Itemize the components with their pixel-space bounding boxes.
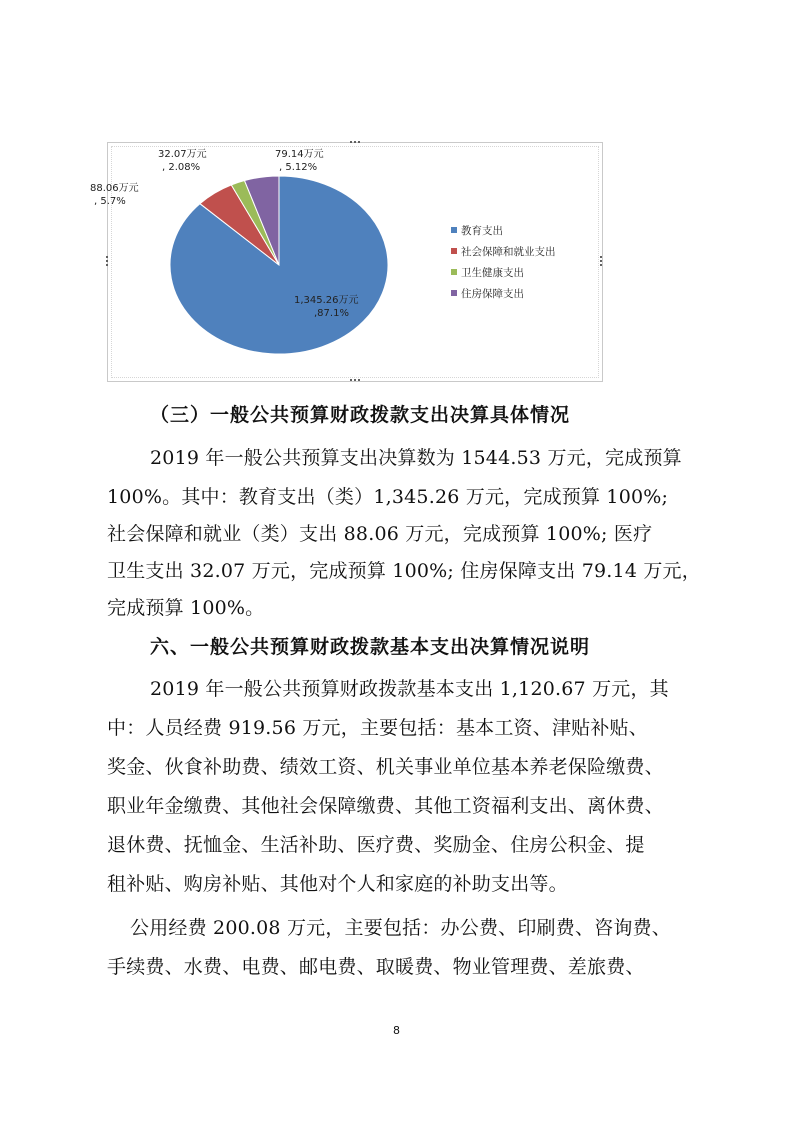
data-label-health-value: 32.07万元 [158, 149, 207, 160]
legend-swatch-social-security [451, 248, 457, 254]
paragraph-line: 奖金、伙食补助费、绩效工资、机关事业单位基本养老保险缴费、 [107, 756, 664, 778]
paragraph-line: 100%。其中：教育支出（类）1,345.26 万元，完成预算 100%; [107, 486, 669, 508]
legend-label-housing: 住房保障支出 [461, 288, 524, 300]
data-label-education-value: 1,345.26万元 [294, 295, 359, 306]
page-number: 8 [393, 1024, 400, 1037]
pie-chart [90, 143, 604, 383]
legend-label-education: 教育支出 [461, 225, 503, 237]
paragraph-line: 完成预算 100%。 [107, 597, 265, 619]
paragraph-line: 社会保障和就业（类）支出 88.06 万元，完成预算 100%; 医疗 [107, 523, 653, 545]
section-three-heading: （三）一般公共预算财政拨款支出决算具体情况 [150, 404, 571, 426]
paragraph-line: 退休费、抚恤金、生活补助、医疗费、奖励金、住房公积金、提 [107, 834, 645, 856]
data-label-housing-percent: , 5.12% [279, 162, 318, 173]
paragraph-line: 手续费、水费、电费、邮电费、取暖费、物业管理费、差旅费、 [107, 956, 645, 978]
legend-label-social-security: 社会保障和就业支出 [461, 246, 556, 258]
paragraph-line: 职业年金缴费、其他社会保障缴费、其他工资福利支出、离休费、 [107, 795, 664, 817]
legend-swatch-education [451, 227, 457, 233]
paragraph-line: 卫生支出 32.07 万元，完成预算 100%; 住房保障支出 79.14 万元， [107, 560, 701, 582]
legend-label-health: 卫生健康支出 [461, 267, 524, 279]
data-label-health-percent: , 2.08% [162, 162, 201, 173]
paragraph-line: 2019 年一般公共预算支出决算数为 1544.53 万元，完成预算 [150, 447, 682, 469]
paragraph-line: 租补贴、购房补贴、其他对个人和家庭的补助支出等。 [107, 873, 568, 895]
data-label-social-security-percent: , 5.7% [94, 196, 126, 207]
legend-swatch-health [451, 269, 457, 275]
paragraph-line: 中：人员经费 919.56 万元，主要包括：基本工资、津贴补贴、 [107, 717, 648, 739]
legend-swatch-housing [451, 290, 457, 296]
data-label-social-security-value: 88.06万元 [90, 183, 139, 194]
data-label-housing-value: 79.14万元 [275, 149, 324, 160]
paragraph-line: 2019 年一般公共预算财政拨款基本支出 1,120.67 万元，其 [150, 678, 669, 700]
pie-chart-frame [90, 142, 603, 382]
paragraph-line: 公用经费 200.08 万元，主要包括：办公费、印刷费、咨询费、 [130, 917, 671, 939]
data-label-education-percent: ,87.1% [314, 308, 349, 319]
section-six-heading: 六、一般公共预算财政拨款基本支出决算情况说明 [150, 636, 591, 658]
